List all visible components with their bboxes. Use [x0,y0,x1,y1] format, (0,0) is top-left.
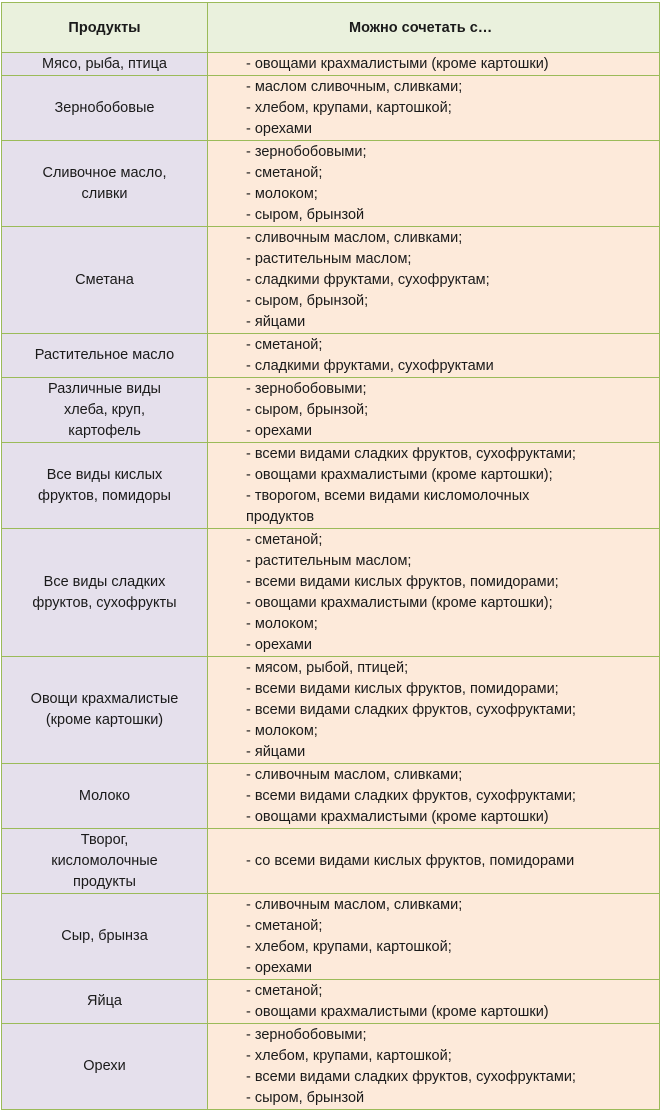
table-row [2,227,660,334]
table-row [2,53,660,76]
product-line: хлеба, круп, [63,401,146,418]
product-line: Творог, [80,831,129,848]
combine-cell [208,829,660,894]
combine-line: - сметаной; [246,164,323,181]
combine-line: - сыром, брынзой [246,206,365,223]
combine-line: - овощами крахмалистыми (кроме картошки) [246,1003,549,1020]
product-cell [2,227,208,334]
product-line: Зернобобовые [54,99,155,116]
combine-cell [208,53,660,76]
combine-line: - растительным маслом; [246,250,412,267]
combine-line: - овощами крахмалистыми (кроме картошки); [246,466,553,483]
combine-line: - орехами [246,636,312,653]
product-cell [2,443,208,529]
combine-line: - всеми видами сладких фруктов, сухофруктами; [246,445,576,462]
product-line: Яйца [87,993,122,1009]
combine-cell [208,227,660,334]
combine-line: - всеми видами сладких фруктов, сухофруктами; [246,1068,576,1085]
combine-cell [208,334,660,378]
table-row [2,657,660,764]
header-row [2,3,660,53]
combine-line: - яйцами [246,743,306,760]
product-line: (кроме картошки) [45,712,164,728]
combine-line: - овощами крахмалистыми (кроме картошки) [246,808,549,825]
table-row [2,378,660,443]
combine-line: - зернобобовыми; [246,143,367,160]
combine-line: - мясом, рыбой, птицей; [246,659,409,676]
combine-line: - молоком; [246,722,318,739]
product-line: фруктов, помидоры [38,487,171,504]
product-cell [2,1024,208,1110]
product-line: Сливочное масло, [42,164,167,181]
combine-cell [208,378,660,443]
combine-line: - всеми видами кислых фруктов, помидорами; [246,680,559,697]
product-cell [2,980,208,1024]
combine-line: - хлебом, крупами, картошкой; [246,938,452,955]
combine-line: - зернобобовыми; [246,380,367,397]
combine-line: - маслом сливочным, сливками; [246,78,463,95]
combine-line: - растительным маслом; [246,552,412,569]
combine-cell [208,764,660,829]
product-cell [2,894,208,980]
product-line: фруктов, сухофрукты [32,594,177,611]
product-cell [2,764,208,829]
combine-line: - всеми видами сладких фруктов, сухофруктами; [246,701,576,718]
product-line: Различные виды [48,380,161,397]
product-line: Все виды кислых [46,466,163,483]
product-line: картофель [68,422,141,439]
product-cell [2,529,208,657]
combine-line: - молоком; [246,615,318,632]
combine-line: - всеми видами кислых фруктов, помидорами; [246,573,559,590]
product-line: Все виды сладких [43,573,166,590]
combine-line: - сыром, брынзой; [246,401,369,418]
product-line: Орехи [83,1058,126,1074]
product-line: Мясо, рыба, птица [41,55,167,72]
combine-cell [208,894,660,980]
product-line: Овощи крахмалистые [30,691,179,707]
product-line: Сметана [75,271,134,288]
combine-cell [208,443,660,529]
combine-line: - овощами крахмалистыми (кроме картошки) [246,55,549,72]
combine-line: - зернобобовыми; [246,1026,367,1043]
combine-line: - орехами [246,120,312,137]
product-cell [2,378,208,443]
combine-cell [208,657,660,764]
combine-line: - сметаной; [246,917,323,934]
table-row [2,1024,660,1110]
product-cell [2,76,208,141]
product-cell [2,53,208,76]
product-cell [2,657,208,764]
food-combination-table [1,2,660,1110]
combine-line: - со всеми видами кислых фруктов, помидорами [246,852,575,869]
combine-line: - хлебом, крупами, картошкой; [246,1047,452,1064]
combine-line: - сыром, брынзой; [246,292,369,309]
product-cell [2,829,208,894]
product-line: кисломолочные [51,852,158,869]
combine-cell [208,980,660,1024]
table-row [2,334,660,378]
table-row [2,764,660,829]
combine-line: - сладкими фруктами, сухофруктам; [246,271,490,288]
combine-line: - сметаной; [246,531,323,548]
combine-line: - сливочным маслом, сливками; [246,896,463,913]
combine-line: - сметаной; [246,982,323,999]
combine-cell [208,141,660,227]
table-row [2,980,660,1024]
table-row [2,894,660,980]
header-products: Продукты [2,3,208,53]
combine-line: - хлебом, крупами, картошкой; [246,99,452,116]
table-row [2,529,660,657]
combine-line: - творогом, всеми видами кисломолочных [246,487,530,504]
combine-line: - молоком; [246,185,318,202]
combine-line: - орехами [246,422,312,439]
combine-line: - орехами [246,959,312,976]
combine-line: - сметаной; [246,336,323,353]
product-cell [2,141,208,227]
combine-line: - сладкими фруктами, сухофруктами [246,357,494,374]
product-line: продукты [73,873,136,890]
combine-line: - сыром, брынзой [246,1089,365,1106]
combine-line: - всеми видами сладких фруктов, сухофруктами; [246,787,576,804]
product-line: Сыр, брынза [61,928,148,944]
table-row [2,76,660,141]
combine-line: - сливочным маслом, сливками; [246,229,463,246]
combine-cell [208,1024,660,1110]
product-line: сливки [81,185,128,202]
product-cell [2,334,208,378]
combine-cell [208,529,660,657]
table-row [2,829,660,894]
product-line: Растительное масло [34,347,175,363]
header-combine: Можно сочетать с… [208,3,660,53]
table-row [2,443,660,529]
table-row [2,141,660,227]
product-line: Молоко [78,787,131,804]
combine-line: - овощами крахмалистыми (кроме картошки); [246,594,553,611]
combine-line: - яйцами [246,313,306,330]
combine-line: продуктов [246,508,315,525]
combine-line: - сливочным маслом, сливками; [246,766,463,783]
combine-cell [208,76,660,141]
